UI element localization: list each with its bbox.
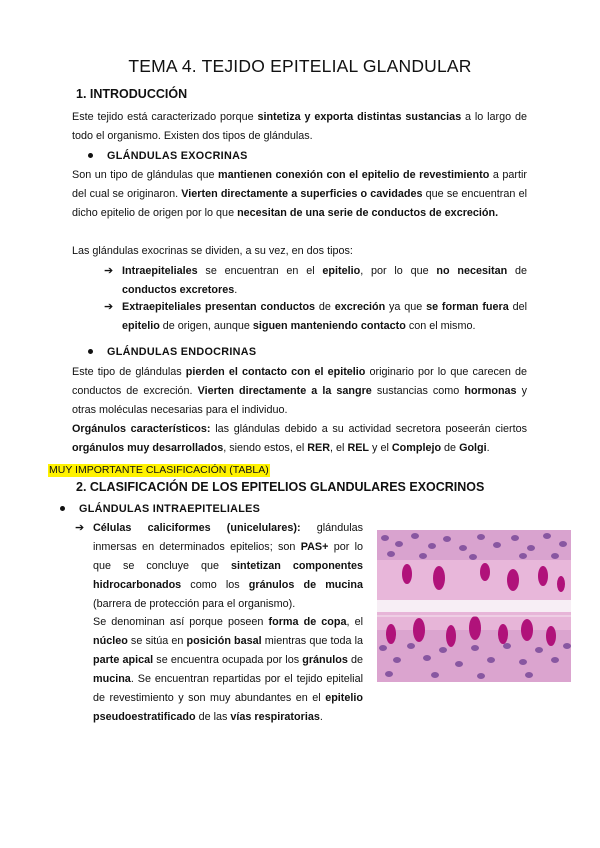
arrow-right-icon: ➔ xyxy=(104,301,114,313)
copa-paragraph: Se denominan así porque poseen forma de copa, el núcleo se sitúa en posición basal mientras que toda la parte apical se encuentra ocupada por los gránulos de mucina. Se encuentran repartidas por el tejido epitelial de revestimiento y son muy abundantes en el epitelio pseudoestratificado de las vías respiratorias. xyxy=(93,616,364,723)
exocrinas-paragraph: Son un tipo de glándulas que mantienen conexión con el epitelio de revestimiento a partir del cual se originaron. Vierten directamente a superficies o cavidades que se encuentran el dicho epitelio de origen por lo que necesitan de una serie de conductos de excreción. xyxy=(72,169,527,219)
bullet-dot-icon xyxy=(88,349,93,354)
section-2-heading: 2. CLASIFICACIÓN DE LOS EPITELIOS GLANDULARES EXOCRINOS xyxy=(76,480,485,494)
intro-paragraph: Este tejido está caracterizado porque sintetiza y exporta distintas sustancias a lo largo de todo el organismo. Existen dos tipos de glándulas. xyxy=(72,111,527,142)
document-title: TEMA 4. TEJIDO EPITELIAL GLANDULAR xyxy=(128,56,472,76)
bullet-exocrinas: GLÁNDULAS EXOCRINAS xyxy=(88,150,248,162)
endocrinas-paragraph: Este tipo de glándulas pierden el contacto con el epitelio originario por lo que carecen de conductos de excreción. Vierten directamente a la sangre sustancias como hormonas y otras moléculas necesarias para el individuo. xyxy=(72,366,528,416)
bullet-intraepiteliales: GLÁNDULAS INTRAEPITELIALES xyxy=(60,503,260,515)
organulos-paragraph: Orgánulos característicos: las glándulas debido a su actividad secretora poseerán ciertos orgánulos muy desarrollados, siendo estos, el RER, el REL y el Complejo de Golgi. xyxy=(72,423,528,454)
list-item-intraepiteliales: ➔ Intraepiteliales se encuentran en el epitelio, por lo que no necesitan de conductos excretores. xyxy=(122,262,527,300)
goblet-cells-micrograph xyxy=(377,530,571,682)
exocrinas-types-intro: Las glándulas exocrinas se dividen, a su vez, en dos tipos: xyxy=(72,245,353,257)
highlight-note: MUY IMPORTANTE CLASIFICACIÓN (TABLA) xyxy=(49,464,269,476)
caliciformes-paragraph: ➔ Células caliciformes (unicelulares): glándulas inmersas en determinados epitelios; son PAS+ por lo que se concluye que sintetizan componentes hidrocarbonados como los gránulos de mucina (barrera de protección para el organismo). xyxy=(93,519,363,614)
bullet-dot-icon xyxy=(60,506,65,511)
bullet-endocrinas: GLÁNDULAS ENDOCRINAS xyxy=(88,346,256,358)
micrograph-image xyxy=(377,530,571,682)
arrow-right-icon: ➔ xyxy=(104,265,114,277)
section-1-heading: 1. INTRODUCCIÓN xyxy=(76,87,188,101)
arrow-right-icon: ➔ xyxy=(75,522,85,534)
bullet-dot-icon xyxy=(88,153,93,158)
list-item-extraepiteliales: ➔ Extraepiteliales presentan conductos de excreción ya que se forman fuera del epitelio de origen, aunque siguen manteniendo contacto con el mismo. xyxy=(122,298,527,336)
